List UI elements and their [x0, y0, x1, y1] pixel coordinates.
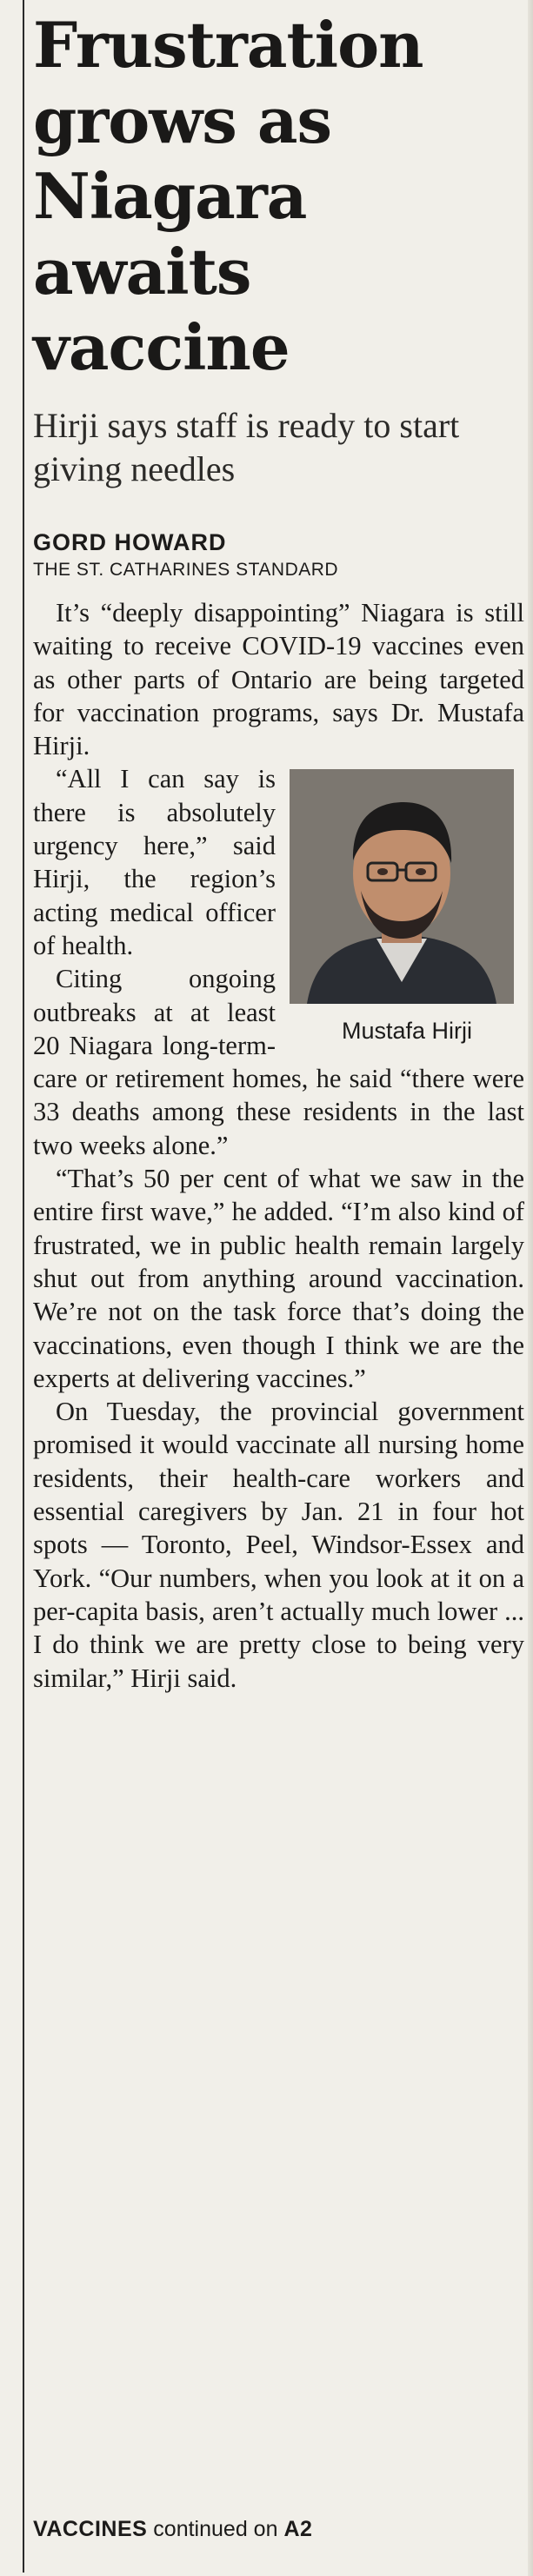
jump-keyword: VACCINES — [33, 2517, 148, 2541]
deck: Hirji says staff is ready to start giving needles — [33, 406, 460, 488]
adjacent-column-edge — [528, 0, 533, 2576]
portrait-image — [290, 769, 514, 1004]
byline-publication: THE ST. CATHARINES STANDARD — [33, 560, 339, 580]
article-body — [33, 596, 524, 1695]
headline: Frustration grows as Niagara awaits vaccine — [33, 8, 423, 384]
paragraph: It’s “deeply disappointing” Niagara is still waiting to receive COVID-19 vaccines even as other parts of Ontario are being targeted for vaccination programs, says Dr. Mustafa Hirji. — [33, 598, 524, 761]
jump-page: A2 — [283, 2517, 313, 2541]
paragraph: “That’s 50 per cent of what we saw in the entire first wave,” he added. “I’m also kind of frustrated, we in public health remain largely shut out from anything around vaccination. We’re not on the task force that’s doing the vaccinations, even though I think we are the experts at delivering vaccines.” — [33, 1164, 524, 1393]
paragraph-text: “All I can say is there is absolutely urgency here,” said Hirji, the region’s acting medical officer of health. — [33, 764, 276, 960]
jump-text: continued on — [153, 2517, 278, 2541]
byline-author: GORD HOWARD — [33, 529, 227, 555]
article — [33, 0, 524, 1695]
paragraph — [33, 762, 524, 1045]
column-rule — [23, 0, 24, 2573]
paragraph: Citing ongoing outbreaks at at least 20 Niagara long-term-care or retirement homes, he said “there were 33 deaths among these residents in the last two weeks alone.” — [33, 964, 524, 1160]
paragraph: On Tuesday, the provincial government promised it would vaccinate all nursing home residents, their health-care workers and essential caregivers by Jan. 21 in four hot spots — Toronto, Peel, Windsor-Essex and York. “Our numbers, when you look at it on a per-capita basis, aren’t actually much lower ... I do think we are pretty close to being very similar,” Hirji said. — [33, 1397, 524, 1693]
photo-wrap — [290, 769, 524, 1047]
headshot-photo — [290, 769, 514, 1004]
jump-line — [33, 2517, 312, 2542]
photo-caption: Mustafa Hirji — [341, 1018, 473, 1045]
